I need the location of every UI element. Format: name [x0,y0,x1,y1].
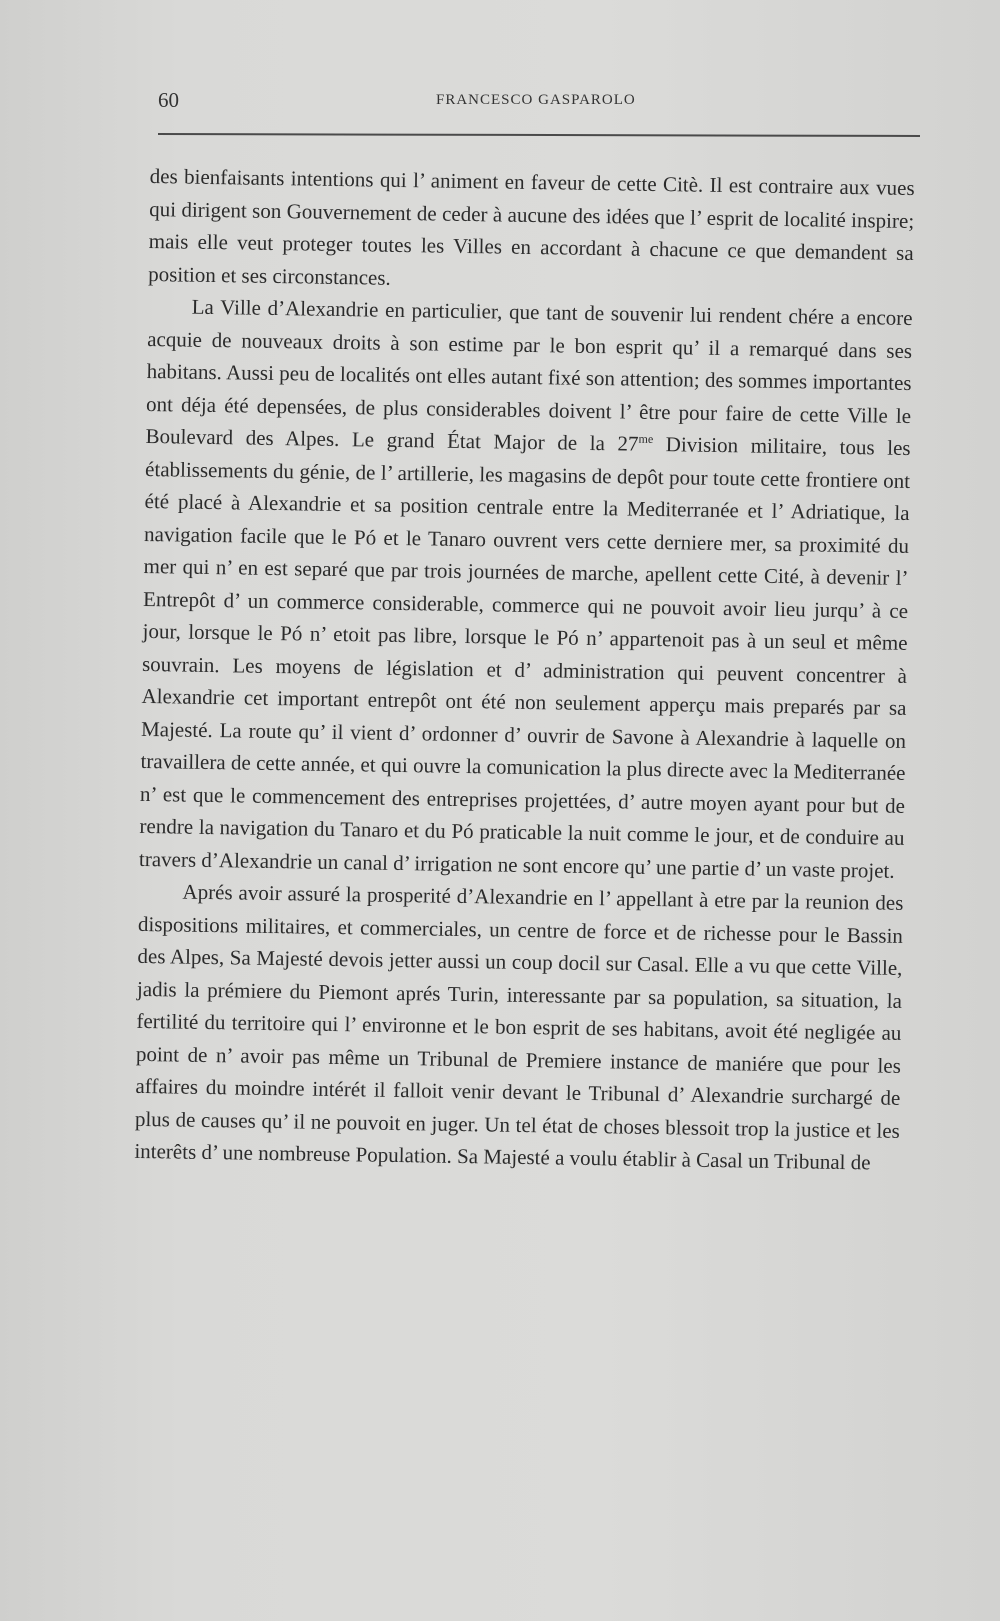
paragraph-2-text-b: Division militaire, tous les établissements du génie, de l’ artillerie, les magasins de depôt pour toute cette frontiere ont été placé à Alexandrie et sa position centrale entre la Mediterranée et l’ Adriatique, la navigation facile que le Pó et le Tanaro ouvrent vers cette derniere mer, sa proximité du mer qui n’ en est separé que par trois journées de marche, apellent cette Cité, à devenir l’ Entrepôt d’ un commerce considerable, commerce qui ne pouvoit avoir lieu jurqu’ à ce jour, lorsque le Pó n’ etoit pas libre, lorsque le Pó n’ appartenoit pas à un seul et même souvrain. Les moyens de législation et d’ administration qui peuvent concentrer à Alexandrie cet important entrepôt ont été non seulement apperçu mais preparés par sa Majesté. La route qu’ il vient d’ ordonner d’ ouvrir de Savone à Alexandrie à laquelle on travaillera de cette année, et qui ouvre la comunication la plus directe avec la Mediterranée n’ est que le commencement des entreprises projettées, d’ autre moyen ayant pour but de rendre la navigation du Tanaro et du Pó praticable la nuit comme le jour, et de conduire au travers d’Alexandrie un canal d’ irrigation ne sont encore qu’ une partie d’ un vaste projet. [138,431,911,883]
page-number: 60 [158,88,179,112]
body-text [134,160,915,1179]
paragraph-1: des bienfaisants intentions qui l’ animent en faveur de cette Citè. Il est contraire aux vues qui dirigent son Gouvernement de ceder à aucune des idées que l’ esprit de localité inspire; mais elle veut proteger toutes les Villes en accordant à chacune ce que demandent sa position et ses circonstances. [148,163,915,290]
paragraph-3: Aprés avoir assuré la prosperité d’Alexandrie en l’ appellant à etre par la reunion des dispositions militaires, et commerciales, un centre de force et de richesse pour le Bassin des Alpes, Sa Majesté devois jetter aussi un coup docil sur Casal. Elle a vu que cette Ville, jadis la prémiere du Piemont aprés Turin, interessante par sa population, sa situation, la fertilité du territoire qui l’ environne et le bon esprit de ses habitans, avoit été negligée au point de n’ avoir pas même un Tribunal de Premiere instance de maniére que pour les affaires du moindre intérét il falloit venir devant le Tribunal d’ Alexandrie surchargé de plus de causes qu’ il ne pouvoit en juger. Un tel état de choses blessoit trop la justice et les interêts d’ une nombreuse Population. Sa Majesté a voulu établir à Casal un Tribunal de [134,879,904,1175]
paragraph-2 [139,290,913,887]
header-rule [158,133,920,137]
page-header [158,88,918,118]
running-head: FRANCESCO GASPAROLO [436,92,636,108]
ordinal-superscript: me [638,431,654,446]
paragraph-2-text-a: La Ville d’Alexandrie en particulier, que tant de souvenir lui rendent chére a encore acquie de nouveaux droits à son estime par le bon esprit qu’ il a remarqué dans ses habitans. Aussi peu de localités ont elles autant fixé son attention; des sommes importantes ont déja été depensées, de plus considerables doivent l’ être pour faire de cette Ville le Boulevard des Alpes. Le grand État Major de la 27 [145,294,913,456]
